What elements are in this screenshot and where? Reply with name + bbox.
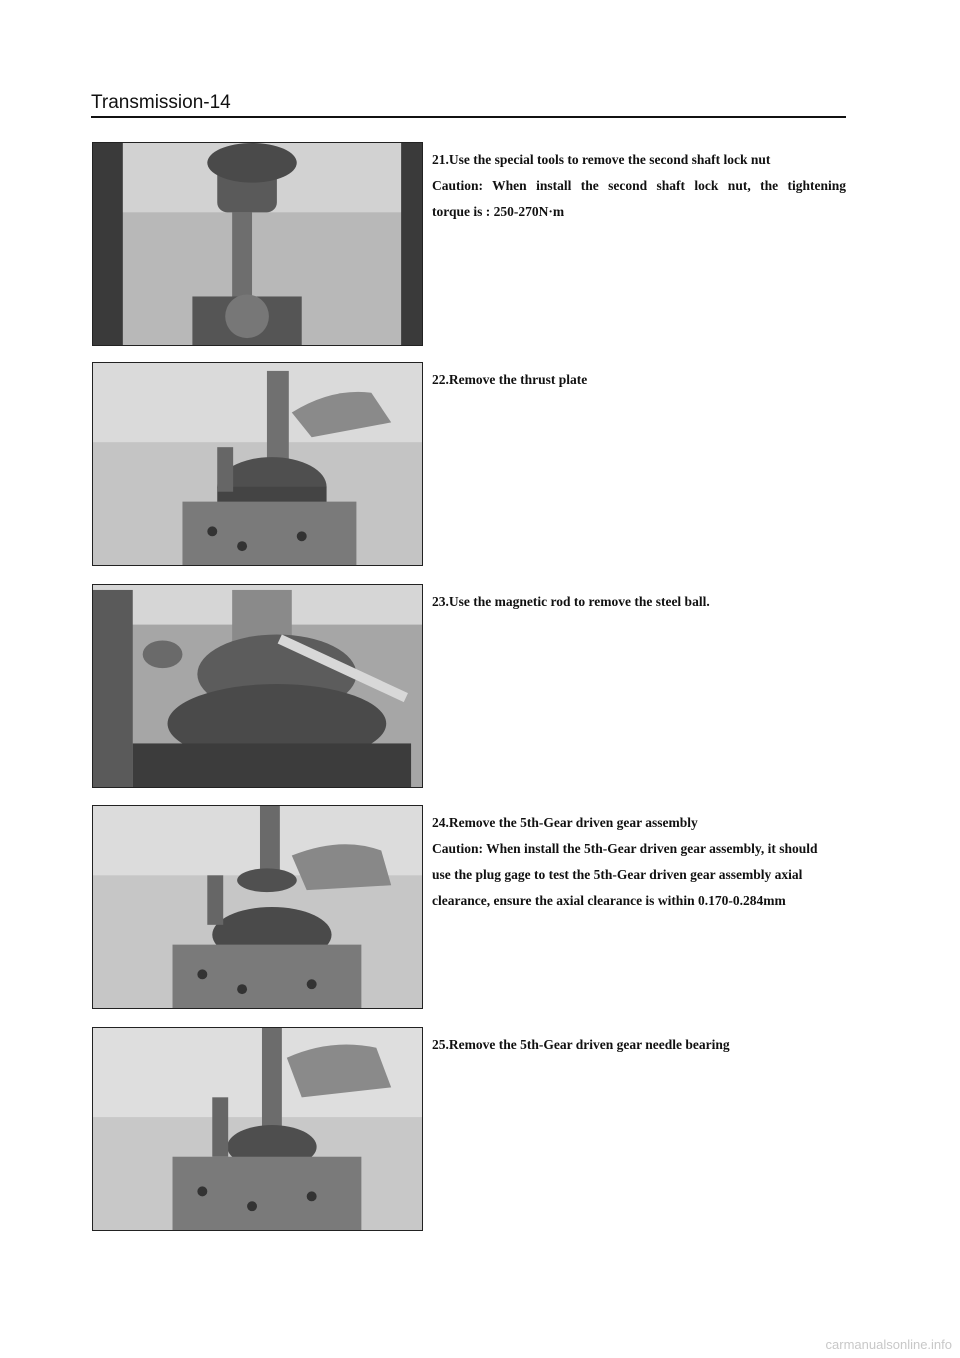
step-22-line-1: 22.Remove the thrust plate bbox=[432, 372, 588, 387]
photo-remove-steel-ball bbox=[92, 584, 423, 788]
step-24-text bbox=[432, 810, 846, 914]
step-21-text bbox=[432, 147, 846, 225]
photo-remove-lock-nut bbox=[92, 142, 423, 346]
step-25-line-1: 25.Remove the 5th-Gear driven gear needle bearing bbox=[432, 1037, 730, 1052]
photo-remove-thrust-plate bbox=[92, 362, 423, 566]
photo-remove-needle-bearing bbox=[92, 1027, 423, 1231]
step-25-text bbox=[432, 1032, 846, 1058]
header-rule bbox=[91, 116, 846, 118]
step-23-line-1: 23.Use the magnetic rod to remove the steel ball. bbox=[432, 594, 710, 609]
step-21-line-1: 21.Use the special tools to remove the second shaft lock nut bbox=[432, 152, 771, 167]
photo-remove-5th-gear-assembly bbox=[92, 805, 423, 1009]
step-24-line-3: use the plug gage to test the 5th-Gear driven gear assembly axial bbox=[432, 867, 803, 882]
step-23-text bbox=[432, 589, 846, 615]
step-21-line-2: Caution: When install the second shaft lock nut, the tightening bbox=[432, 178, 846, 193]
step-24-line-4: clearance, ensure the axial clearance is within 0.170-0.284mm bbox=[432, 893, 786, 908]
watermark: carmanualsonline.info bbox=[825, 1337, 952, 1352]
step-21-line-3: torque is : 250-270N·m bbox=[432, 204, 565, 219]
step-22-text bbox=[432, 367, 846, 393]
step-24-line-1: 24.Remove the 5th-Gear driven gear assembly bbox=[432, 815, 698, 830]
step-24-line-2: Caution: When install the 5th-Gear driven gear assembly, it should bbox=[432, 841, 818, 856]
page-header: Transmission-14 bbox=[91, 92, 231, 113]
